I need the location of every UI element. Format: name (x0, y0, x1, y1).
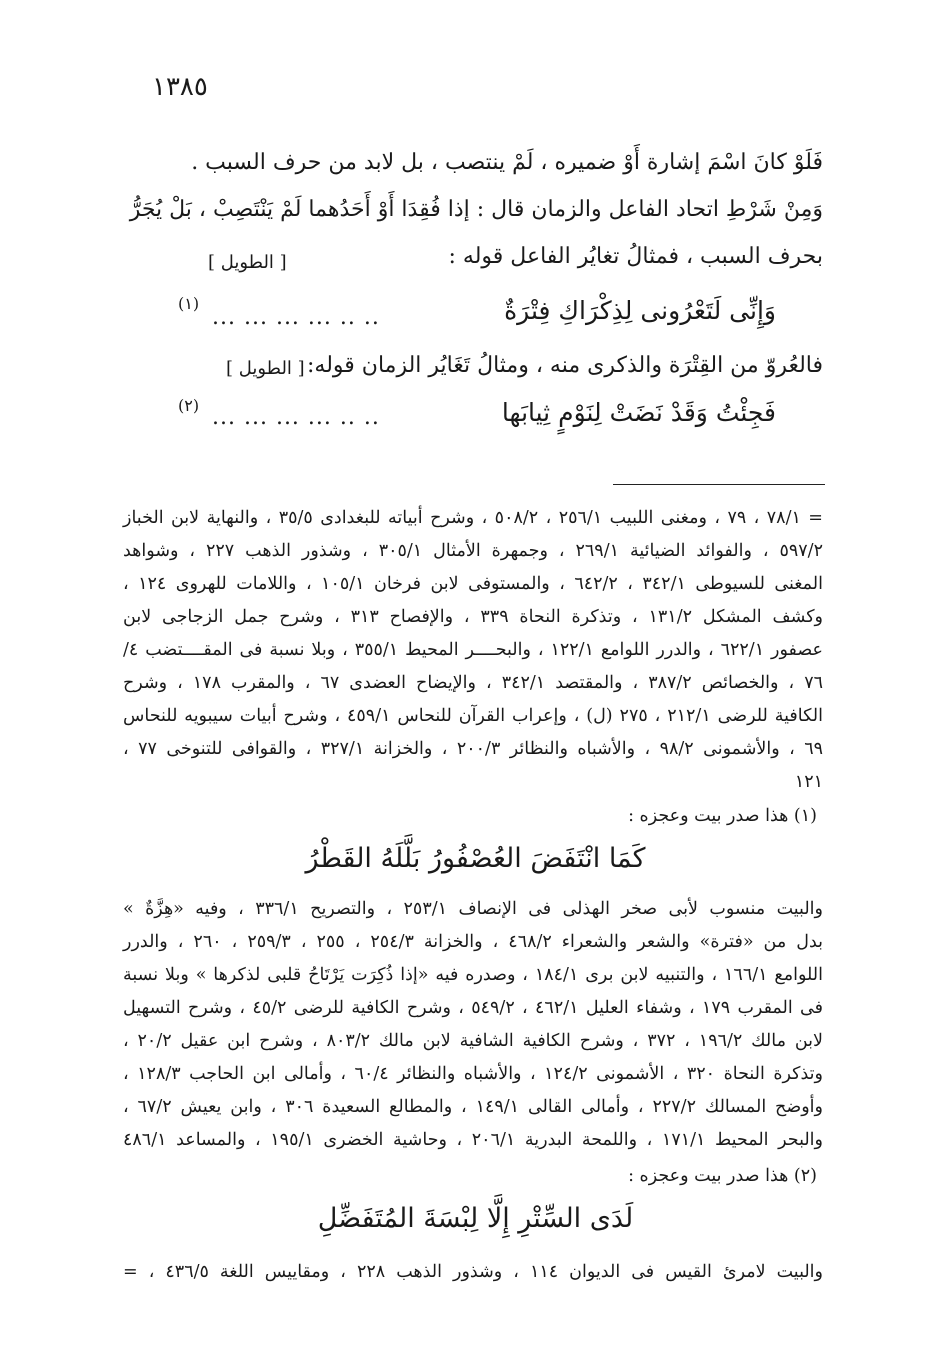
meter-label: [ الطويل ] (208, 252, 287, 273)
footnote-line: فى المقرب ١٧٩ ، وشفاء العليل ٤٦٢/١ ، ٥٤٩/٢ ، وشرح الكافية للرضى ٤٥/٢ ، وشرح التسهيل (123, 998, 824, 1018)
footnote-1-heading: (١) هذا صدر بيت وعجزه : (628, 806, 817, 826)
footnote-line: والبيت لامرئ القيس فى الديوان ١١٤ ، وشذور الذهب ٢٢٨ ، ومقاييس اللغة ٤٣٦/٥ ، = (123, 1262, 823, 1282)
footnote-marker: (٢) (178, 396, 200, 415)
page-number: ١٣٨٥ (152, 72, 208, 102)
footnote-line: وأوضح المسالك ٢٢٧/٢ ، وأمالى القالى ١٤٩/١ ، والمطالع السعيدة ٣٠٦ ، وابن يعيش ٦٧/٢ ، (123, 1097, 823, 1117)
verse-hemistich: فَجِئْتُ وَقَدْ نَضَتْ لِنَوْمٍ ثِيابَها (501, 398, 776, 427)
footnote-line: ٥٩٧/٢ ، والفوائد الضيائية ٢٦٩/١ ، وجمهرة الأمثال ٣٠٥/١ ، وشذور الذهب ٢٢٧ ، وشواهد (123, 541, 823, 561)
footnote-line: وكشف المشكل ١٣١/٢ ، وتذكرة النحاة ٣٣٩ ، والإفصاح ٣١٣ ، وشرح جمل الزجاجى لابن (123, 607, 823, 627)
footnote-line: = ٧٨/١ ، ٧٩ ، ومغنى اللبيب ٢٥٦/١ ، ٥٠٨/٢ ، وشرح أبياته للبغدادى ٣٥/٥ ، والنهاية لابن الخباز (123, 508, 823, 528)
verse-ellipsis: ... ... ... ... .. .. (212, 305, 380, 330)
main-text-line: بحرف السبب ، فمثالُ تغايُر الفاعل قوله : (448, 244, 823, 269)
footnote-2-poem: لَدَى السِّتْرِ إِلَّا لِبْسَةَ المُتَفَضِّلِ (317, 1203, 634, 1234)
meter-label: [ الطويل ] (226, 358, 305, 379)
verse-ellipsis: ... ... ... ... .. .. (212, 405, 380, 430)
footnote-line: بدل من «فترة» والشعر والشعراء ٤٦٨/٢ ، والخزانة ٢٥٤/٣ ، ٢٥٥ ، ٢٥٩/٣ ، ٢٦٠ ، والدرر (123, 932, 824, 952)
footnote-line: لابن مالك ١٩٦/٢ ، ٣٧٢ ، وشرح الكافية الشافية لابن مالك ٨٠٣/٢ ، وشرح ابن عقيل ٢٠/٢ ، (123, 1031, 823, 1051)
footnote-1-poem: كَمَا انْتَفَضَ العُصْفُورُ بَلَّلَهُ القَطْرُ (305, 843, 646, 874)
verse-hemistich: وَإِنِّى لَتَعْرُونى لِذِكْرَاكِ فِتْرَةٌ (504, 296, 776, 325)
main-text-line: فالعُروّ من القِتْرَة والذكرى منه ، ومثالُ تَغَايُر الزمان قوله: (307, 353, 823, 378)
footnote-2-heading: (٢) هذا صدر بيت وعجزه : (628, 1166, 817, 1186)
footnote-line: عصفور ٦٢٢/١ ، والدرر اللوامع ١٢٢/١ ، والبحــــر المحيط ٣٥٥/١ ، وبلا نسبة فى المقــــتضب ٤/ (123, 640, 823, 660)
footnote-line: ٦٩ ، والأشمونى ٩٨/٢ ، والأشباه والنظائر ٢٠٠/٣ ، والخزانة ٣٢٧/١ ، والقوافى للتنوخى ٧٧ ، (123, 739, 823, 759)
footnote-line: والبحر المحيط ١٧١/١ ، واللمحة البدرية ٢٠٦/١ ، وحاشية الخضرى ١٩٥/١ ، والمساعد ٤٨٦/١ (123, 1130, 823, 1150)
footnote-line: الكافية للرضى ٢١٢/١ ، ٢٧٥ (ل) ، وإعراب القرآن للنحاس ٤٥٩/١ ، وشرح أبيات سيبويه للنحاس (123, 706, 823, 726)
footnote-line: المغنى للسيوطى ٣٤٢/١ ، ٦٤٢/٢ ، والمستوفى لابن فرخان ١٠٥/١ ، واللامات للهروى ١٢٤ ، (123, 574, 823, 594)
main-text-line: فَلَوْ كانَ اسْمَ إشارة أَوْ ضميره ، لَمْ ينتصب ، بل لابد من حرف السبب . (191, 150, 823, 175)
footnote-separator (613, 484, 825, 485)
footnote-marker: (١) (178, 294, 200, 313)
footnote-line: وتذكرة النحاة ٣٢٠ ، الأشمونى ١٢٤/٢ ، والأشباه والنظائر ٦٠/٤ ، وأمالى ابن الحاجب ١٢٨/٣ ، (123, 1064, 823, 1084)
footnote-line: والبيت منسوب لأبى صخر الهذلى فى الإنصاف ٢٥٣/١ ، والتصريح ٣٣٦/١ ، وفيه «هِزَّةٌ » (123, 899, 823, 919)
footnote-line: ١٢١ (794, 772, 823, 792)
main-text-line: وَمِنْ شَرْطِ اتحاد الفاعل والزمان قال : إذا فُقِدَا أَوْ أَحَدُهما لَمْ يَنْتَصِبْ ، بَلْ يُجَرُّ (129, 197, 823, 222)
footnote-line: اللوامع ١٦٦/١ ، والتنبيه لابن برى ١٨٤/١ ، وصدره فيه «إذا ذُكِرَت يَرْتَاحُ قلبى لذكرها » وبلا نسبة (123, 965, 823, 985)
footnote-line: ٧٦ ، والخصائص ٣٨٧/٢ ، والمقتصد ٣٤٢/١ ، والإيضاح العضدى ٦٧ ، والمقرب ١٧٨ ، وشرح (123, 673, 823, 693)
